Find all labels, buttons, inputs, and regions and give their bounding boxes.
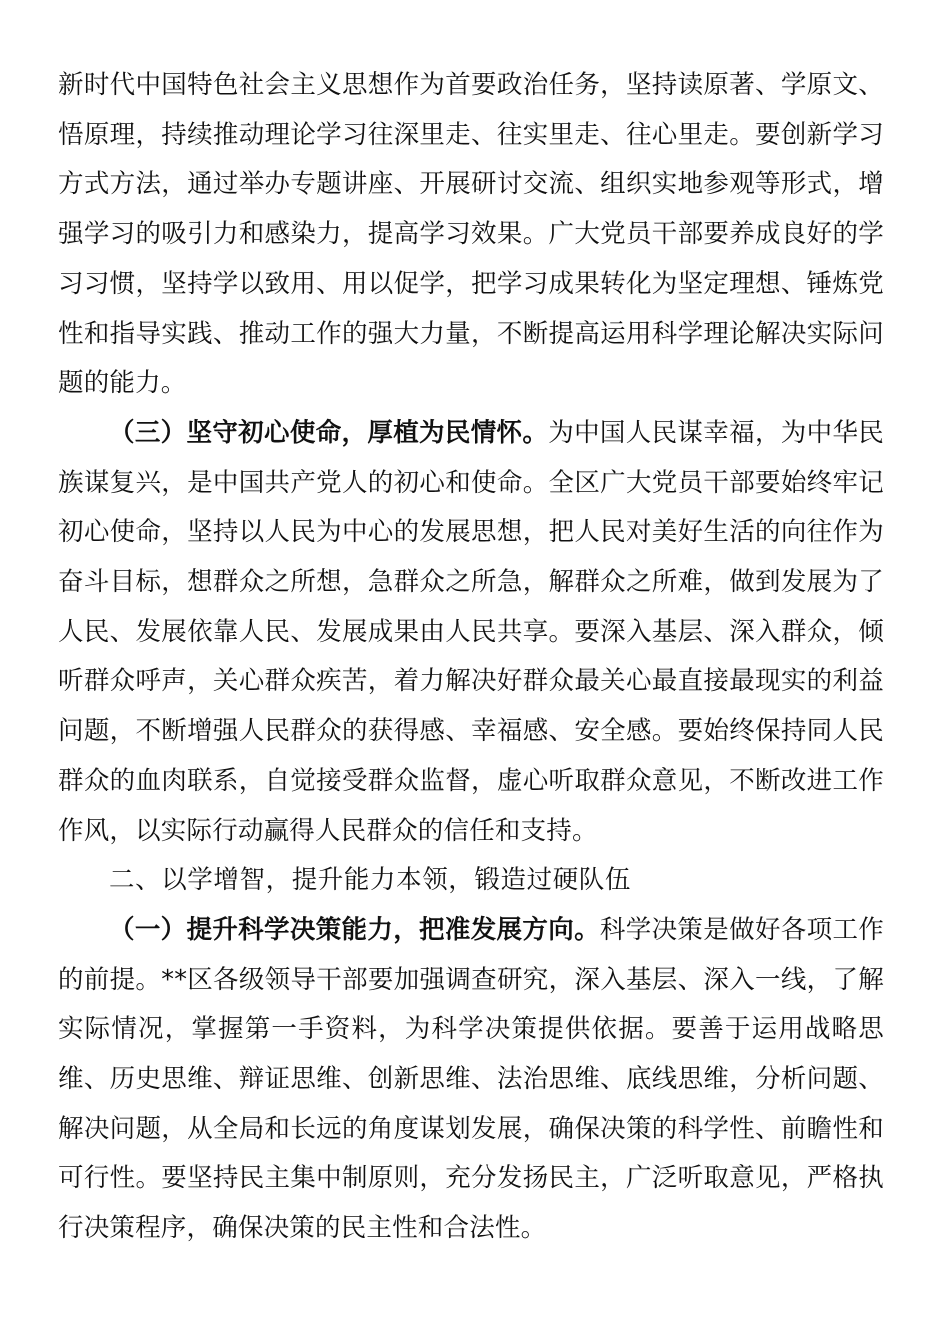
- chapter-heading-text: 二、以学增智，提升能力本领，锻造过硬队伍: [109, 865, 632, 896]
- section-heading-3: （三）坚守初心使命，厚植为民情怀。: [109, 417, 549, 448]
- paragraph-text: 科学决策是做好各项工作的前提。**区各级领导干部要加强调查研究，深入基层、深入一线，了解实际情况，掌握第一手资料，为科学决策提供依据。要善于运用战略思维、历史思维、辩证思维、创新思维、法治思维、底线思维，分析问题、解决问题，从全局和长远的角度谋划发展，确保决策的科学性、前瞻性和可行性。要坚持民主集中制原则，充分发扬民主，广泛听取意见，严格执行决策程序，确保决策的民主性和合法性。: [58, 914, 884, 1244]
- chapter-heading-2: [58, 856, 884, 906]
- section-heading-1: （一）提升科学决策能力，把准发展方向。: [109, 914, 600, 945]
- paragraph-decision-making: [58, 906, 884, 1254]
- paragraph-theory-study: [58, 61, 884, 409]
- paragraph-text: 为中国人民谋幸福，为中华民族谋复兴，是中国共产党人的初心和使命。全区广大党员干部要始终牢记初心使命，坚持以人民为中心的发展思想，把人民对美好生活的向往作为奋斗目标，想群众之所想，急群众之所急，解群众之所难，做到发展为了人民、发展依靠人民、发展成果由人民共享。要深入基层、深入群众，倾听群众呼声，关心群众疾苦，着力解决好群众最关心最直接最现实的利益问题，不断增强人民群众的获得感、幸福感、安全感。要始终保持同人民群众的血肉联系，自觉接受群众监督，虚心听取群众意见，不断改进工作作风，以实际行动赢得人民群众的信任和支持。: [58, 417, 884, 846]
- document-page: [58, 61, 884, 1254]
- paragraph-text: 新时代中国特色社会主义思想作为首要政治任务，坚持读原著、学原文、悟原理，持续推动理论学习往深里走、往实里走、往心里走。要创新学习方式方法，通过举办专题讲座、开展研讨交流、组织实地参观等形式，增强学习的吸引力和感染力，提高学习效果。广大党员干部要养成良好的学习习惯，坚持学以致用、用以促学，把学习成果转化为坚定理想、锤炼党性和指导实践、推动工作的强大力量，不断提高运用科学理论解决实际问题的能力。: [58, 70, 884, 399]
- paragraph-mission: [58, 409, 884, 856]
